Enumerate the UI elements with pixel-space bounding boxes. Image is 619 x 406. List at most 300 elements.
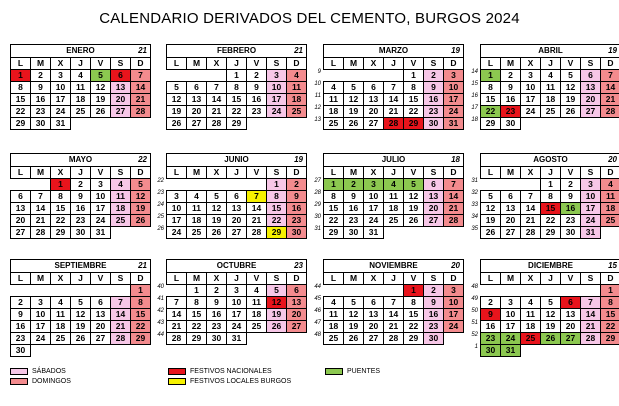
day-cell: 17 bbox=[50, 93, 71, 106]
day-cell: 7 bbox=[580, 296, 601, 309]
day-cell: 9 bbox=[286, 190, 307, 203]
day-cell: 14 bbox=[206, 93, 227, 106]
day-cell: 25 bbox=[540, 105, 561, 118]
day-cell: 27 bbox=[90, 332, 111, 345]
day-cell: 11 bbox=[383, 190, 404, 203]
day-cell: 6 bbox=[363, 81, 384, 94]
day-cell: 18 bbox=[323, 105, 344, 118]
day-cell: 6 bbox=[423, 178, 444, 191]
day-cell: 18 bbox=[186, 214, 207, 227]
day-cell: 17 bbox=[443, 308, 464, 321]
day-cell: 24 bbox=[363, 214, 384, 227]
week-number: 11 bbox=[314, 93, 321, 99]
weekday-header: D bbox=[130, 272, 151, 285]
day-cell: 24 bbox=[226, 320, 247, 333]
day-cell: 5 bbox=[480, 190, 501, 203]
week-number: 26 bbox=[157, 226, 164, 232]
day-cell: 14 bbox=[383, 93, 404, 106]
day-cell: 14 bbox=[443, 190, 464, 203]
day-cell: 12 bbox=[130, 190, 151, 203]
weekday-header: X bbox=[206, 272, 227, 285]
day-cell: 5 bbox=[560, 69, 581, 82]
weekday-header: M bbox=[30, 57, 51, 70]
day-cell: 27 bbox=[500, 226, 521, 239]
day-cell: 30 bbox=[343, 226, 364, 239]
day-cell: 9 bbox=[10, 308, 31, 321]
day-cell: 17 bbox=[226, 308, 247, 321]
week-number: 15 bbox=[471, 81, 478, 87]
weekday-header: L bbox=[480, 57, 501, 70]
day-grid bbox=[323, 166, 464, 238]
day-grid bbox=[166, 57, 307, 129]
weekday-header: J bbox=[70, 272, 91, 285]
day-cell: 20 bbox=[363, 320, 384, 333]
day-cell: 18 bbox=[70, 93, 91, 106]
day-cell: 14 bbox=[600, 81, 619, 94]
month-header bbox=[166, 259, 307, 272]
day-cell: 21 bbox=[520, 214, 541, 227]
day-cell: 15 bbox=[50, 202, 71, 215]
day-cell: 9 bbox=[246, 81, 267, 94]
week-number: 32 bbox=[471, 190, 478, 196]
day-cell: 10 bbox=[90, 190, 111, 203]
weekday-header: D bbox=[443, 166, 464, 179]
day-cell: 25 bbox=[600, 214, 619, 227]
day-cell: 28 bbox=[246, 226, 267, 239]
week-number: 25 bbox=[157, 214, 164, 220]
working-days-count: 21 bbox=[138, 46, 147, 55]
weekday-header: L bbox=[166, 57, 187, 70]
day-grid bbox=[480, 166, 619, 238]
legend-puentes-swatch bbox=[325, 368, 343, 375]
week-number: 51 bbox=[471, 320, 478, 326]
day-cell: 22 bbox=[226, 105, 247, 118]
day-cell: 8 bbox=[266, 190, 287, 203]
day-cell: 15 bbox=[226, 93, 247, 106]
day-cell: 25 bbox=[246, 320, 267, 333]
day-cell: 4 bbox=[286, 69, 307, 82]
day-cell: 5 bbox=[343, 296, 364, 309]
day-cell: 19 bbox=[266, 308, 287, 321]
week-number: 17 bbox=[471, 105, 478, 111]
day-cell: 20 bbox=[10, 214, 31, 227]
day-cell: 11 bbox=[246, 296, 267, 309]
day-cell: 6 bbox=[500, 190, 521, 203]
month-header bbox=[323, 153, 464, 166]
week-number: 1 bbox=[474, 344, 478, 350]
week-number: 23 bbox=[157, 190, 164, 196]
month-header bbox=[323, 44, 464, 57]
day-cell: 16 bbox=[480, 320, 501, 333]
day-cell: 19 bbox=[403, 202, 424, 215]
day-cell: 12 bbox=[480, 202, 501, 215]
month-header bbox=[480, 259, 619, 272]
weekday-header: D bbox=[600, 57, 619, 70]
weekday-header: M bbox=[500, 57, 521, 70]
day-cell: 26 bbox=[130, 214, 151, 227]
day-cell: 24 bbox=[50, 105, 71, 118]
day-cell: 8 bbox=[480, 81, 501, 94]
day-cell: 12 bbox=[343, 308, 364, 321]
day-grid bbox=[10, 272, 151, 356]
week-number: 22 bbox=[157, 178, 164, 184]
day-cell: 4 bbox=[50, 296, 71, 309]
weekday-header: J bbox=[540, 57, 561, 70]
weekday-header: V bbox=[246, 57, 267, 70]
day-cell: 19 bbox=[343, 320, 364, 333]
day-cell: 3 bbox=[50, 69, 71, 82]
day-cell: 16 bbox=[423, 93, 444, 106]
day-cell: 17 bbox=[30, 320, 51, 333]
day-cell: 11 bbox=[323, 93, 344, 106]
day-cell: 27 bbox=[560, 332, 581, 345]
day-grid bbox=[166, 272, 307, 344]
day-cell: 7 bbox=[383, 296, 404, 309]
day-cell: 16 bbox=[423, 308, 444, 321]
working-days-count: 20 bbox=[608, 155, 617, 164]
day-cell: 20 bbox=[560, 320, 581, 333]
weekday-header: S bbox=[266, 272, 287, 285]
day-cell: 25 bbox=[323, 117, 344, 130]
day-cell: 14 bbox=[110, 308, 131, 321]
month-name: NOVIEMBRE bbox=[369, 261, 418, 270]
day-cell: 13 bbox=[560, 308, 581, 321]
weekday-header: J bbox=[226, 57, 247, 70]
day-cell: 2 bbox=[206, 284, 227, 297]
day-cell: 16 bbox=[343, 202, 364, 215]
day-cell: 13 bbox=[186, 93, 207, 106]
day-cell: 21 bbox=[30, 214, 51, 227]
working-days-count: 19 bbox=[451, 46, 460, 55]
month-diciembre bbox=[471, 259, 619, 356]
day-cell: 17 bbox=[520, 93, 541, 106]
weekday-header: L bbox=[323, 57, 344, 70]
weekday-header: X bbox=[50, 166, 71, 179]
day-cell: 5 bbox=[206, 190, 227, 203]
day-cell: 14 bbox=[580, 308, 601, 321]
weekday-header: S bbox=[423, 57, 444, 70]
day-cell: 12 bbox=[540, 308, 561, 321]
day-cell: 7 bbox=[130, 69, 151, 82]
day-cell: 4 bbox=[540, 69, 561, 82]
day-cell: 31 bbox=[363, 226, 384, 239]
legend-sabados-swatch bbox=[10, 368, 28, 375]
day-cell: 30 bbox=[206, 332, 227, 345]
day-cell: 13 bbox=[423, 190, 444, 203]
day-cell: 7 bbox=[443, 178, 464, 191]
working-days-count: 20 bbox=[451, 261, 460, 270]
week-number: 47 bbox=[314, 320, 321, 326]
day-cell: 2 bbox=[500, 69, 521, 82]
weekday-header: M bbox=[30, 272, 51, 285]
weekday-header: L bbox=[10, 166, 31, 179]
day-cell: 12 bbox=[90, 81, 111, 94]
day-cell: 27 bbox=[286, 320, 307, 333]
day-cell: 4 bbox=[186, 190, 207, 203]
day-cell: 15 bbox=[600, 308, 619, 321]
day-cell: 3 bbox=[443, 69, 464, 82]
weekday-header: V bbox=[90, 57, 111, 70]
day-cell: 26 bbox=[166, 117, 187, 130]
day-cell: 17 bbox=[580, 202, 601, 215]
month-name: ENERO bbox=[66, 46, 95, 55]
weekday-header: M bbox=[186, 57, 207, 70]
day-cell: 5 bbox=[70, 296, 91, 309]
week-number: 29 bbox=[314, 202, 321, 208]
day-cell: 16 bbox=[206, 308, 227, 321]
day-cell: 25 bbox=[383, 214, 404, 227]
day-cell: 20 bbox=[226, 214, 247, 227]
day-cell: 25 bbox=[286, 105, 307, 118]
day-cell: 27 bbox=[110, 105, 131, 118]
day-cell: 24 bbox=[500, 332, 521, 345]
weekday-header: D bbox=[286, 57, 307, 70]
day-cell: 16 bbox=[560, 202, 581, 215]
day-cell: 4 bbox=[383, 178, 404, 191]
weekday-header: V bbox=[403, 57, 424, 70]
day-cell: 1 bbox=[266, 178, 287, 191]
day-cell: 31 bbox=[500, 344, 521, 357]
day-cell: 30 bbox=[423, 332, 444, 345]
weekday-header: S bbox=[580, 57, 601, 70]
day-cell: 5 bbox=[130, 178, 151, 191]
weekday-header: L bbox=[323, 166, 344, 179]
day-cell: 30 bbox=[423, 117, 444, 130]
day-cell: 8 bbox=[50, 190, 71, 203]
day-cell: 23 bbox=[206, 320, 227, 333]
day-cell: 9 bbox=[480, 308, 501, 321]
weekday-header: X bbox=[363, 166, 384, 179]
day-cell: 20 bbox=[580, 93, 601, 106]
day-cell: 29 bbox=[266, 226, 287, 239]
day-cell: 9 bbox=[70, 190, 91, 203]
weekday-header: D bbox=[286, 272, 307, 285]
weekday-header: S bbox=[423, 166, 444, 179]
day-cell: 12 bbox=[403, 190, 424, 203]
day-cell: 31 bbox=[50, 117, 71, 130]
day-cell: 24 bbox=[443, 105, 464, 118]
day-cell: 21 bbox=[383, 320, 404, 333]
weekday-header: X bbox=[206, 57, 227, 70]
month-name: FEBRERO bbox=[216, 46, 257, 55]
day-cell: 15 bbox=[130, 308, 151, 321]
day-cell: 7 bbox=[110, 296, 131, 309]
weekday-header: D bbox=[600, 166, 619, 179]
day-cell: 20 bbox=[363, 105, 384, 118]
day-cell: 5 bbox=[90, 69, 111, 82]
weekday-header: V bbox=[560, 166, 581, 179]
day-cell: 10 bbox=[580, 190, 601, 203]
week-number: 42 bbox=[157, 308, 164, 314]
day-grid bbox=[10, 57, 151, 129]
day-cell: 7 bbox=[383, 81, 404, 94]
week-number: 12 bbox=[314, 105, 321, 111]
month-header bbox=[10, 44, 151, 57]
day-cell: 2 bbox=[480, 296, 501, 309]
day-cell: 16 bbox=[10, 320, 31, 333]
month-name: OCTUBRE bbox=[216, 261, 257, 270]
day-cell: 9 bbox=[500, 81, 521, 94]
month-header bbox=[480, 153, 619, 166]
day-cell: 11 bbox=[286, 81, 307, 94]
day-cell: 5 bbox=[166, 81, 187, 94]
day-cell: 11 bbox=[50, 308, 71, 321]
week-number: 33 bbox=[471, 202, 478, 208]
month-mayo bbox=[10, 153, 151, 238]
day-cell: 30 bbox=[500, 117, 521, 130]
day-cell: 26 bbox=[480, 226, 501, 239]
day-cell: 2 bbox=[286, 178, 307, 191]
day-cell: 20 bbox=[90, 320, 111, 333]
day-cell: 11 bbox=[110, 190, 131, 203]
week-number: 41 bbox=[157, 296, 164, 302]
day-cell: 8 bbox=[403, 81, 424, 94]
day-cell: 21 bbox=[580, 320, 601, 333]
day-cell: 28 bbox=[30, 226, 51, 239]
day-cell: 27 bbox=[580, 105, 601, 118]
weekday-header: L bbox=[10, 57, 31, 70]
week-number: 49 bbox=[471, 296, 478, 302]
day-cell: 29 bbox=[480, 117, 501, 130]
day-cell: 5 bbox=[540, 296, 561, 309]
month-header bbox=[10, 153, 151, 166]
working-days-count: 21 bbox=[138, 261, 147, 270]
day-cell: 28 bbox=[443, 214, 464, 227]
day-cell: 9 bbox=[206, 296, 227, 309]
month-header bbox=[323, 259, 464, 272]
day-cell: 22 bbox=[130, 320, 151, 333]
month-julio bbox=[314, 153, 464, 238]
day-cell: 11 bbox=[600, 190, 619, 203]
weekday-header: S bbox=[110, 272, 131, 285]
week-number: 45 bbox=[314, 296, 321, 302]
day-cell: 19 bbox=[206, 214, 227, 227]
day-cell: 13 bbox=[363, 308, 384, 321]
weekday-header: J bbox=[70, 57, 91, 70]
day-cell: 24 bbox=[520, 105, 541, 118]
legend-domingos-swatch bbox=[10, 378, 28, 385]
day-cell: 22 bbox=[403, 105, 424, 118]
weekday-header: X bbox=[363, 272, 384, 285]
weekday-header: X bbox=[50, 272, 71, 285]
day-cell: 7 bbox=[166, 296, 187, 309]
day-cell: 1 bbox=[403, 69, 424, 82]
day-cell: 10 bbox=[443, 296, 464, 309]
month-name: MAYO bbox=[68, 155, 93, 164]
legend-nacionales-swatch bbox=[168, 368, 186, 375]
day-cell: 26 bbox=[266, 320, 287, 333]
day-cell: 18 bbox=[520, 320, 541, 333]
day-cell: 6 bbox=[560, 296, 581, 309]
month-name: SEPTIEMBRE bbox=[54, 261, 107, 270]
day-cell: 9 bbox=[30, 81, 51, 94]
day-cell: 12 bbox=[266, 296, 287, 309]
day-cell: 19 bbox=[480, 214, 501, 227]
day-cell: 6 bbox=[110, 69, 131, 82]
day-cell: 13 bbox=[90, 308, 111, 321]
day-cell: 23 bbox=[343, 214, 364, 227]
day-cell: 19 bbox=[343, 105, 364, 118]
day-cell: 31 bbox=[580, 226, 601, 239]
day-cell: 2 bbox=[343, 178, 364, 191]
weekday-header: L bbox=[480, 272, 501, 285]
weekday-header: X bbox=[206, 166, 227, 179]
day-cell: 19 bbox=[70, 320, 91, 333]
legend-locales-label: FESTIVOS LOCALES BURGOS bbox=[190, 378, 292, 385]
day-cell: 31 bbox=[226, 332, 247, 345]
week-number: 50 bbox=[471, 308, 478, 314]
day-cell: 4 bbox=[323, 296, 344, 309]
day-cell: 13 bbox=[10, 202, 31, 215]
month-octubre bbox=[157, 259, 307, 344]
day-cell: 26 bbox=[70, 332, 91, 345]
day-cell: 20 bbox=[500, 214, 521, 227]
month-header bbox=[480, 44, 619, 57]
weekday-header: X bbox=[520, 272, 541, 285]
day-cell: 8 bbox=[130, 296, 151, 309]
day-cell: 14 bbox=[130, 81, 151, 94]
day-grid bbox=[323, 57, 464, 129]
day-cell: 25 bbox=[323, 332, 344, 345]
weekday-header: D bbox=[600, 272, 619, 285]
day-cell: 15 bbox=[480, 93, 501, 106]
weekday-header: X bbox=[520, 57, 541, 70]
day-cell: 2 bbox=[246, 69, 267, 82]
day-cell: 1 bbox=[50, 178, 71, 191]
day-cell: 6 bbox=[186, 81, 207, 94]
day-cell: 19 bbox=[130, 202, 151, 215]
weekday-header: S bbox=[266, 57, 287, 70]
day-cell: 28 bbox=[166, 332, 187, 345]
day-cell: 8 bbox=[403, 296, 424, 309]
weekday-header: V bbox=[403, 166, 424, 179]
week-number: 28 bbox=[314, 190, 321, 196]
day-cell: 13 bbox=[500, 202, 521, 215]
day-cell: 18 bbox=[50, 320, 71, 333]
day-cell: 6 bbox=[90, 296, 111, 309]
day-cell: 27 bbox=[10, 226, 31, 239]
day-cell: 1 bbox=[10, 69, 31, 82]
day-cell: 17 bbox=[166, 214, 187, 227]
weekday-header: J bbox=[383, 166, 404, 179]
week-number: 16 bbox=[471, 93, 478, 99]
day-cell: 28 bbox=[110, 332, 131, 345]
day-cell: 11 bbox=[70, 81, 91, 94]
day-cell: 26 bbox=[540, 332, 561, 345]
week-number: 48 bbox=[314, 332, 321, 338]
day-cell: 11 bbox=[186, 202, 207, 215]
day-cell: 16 bbox=[500, 93, 521, 106]
weekday-header: M bbox=[500, 166, 521, 179]
weekday-header: V bbox=[403, 272, 424, 285]
day-cell: 10 bbox=[50, 81, 71, 94]
day-cell: 14 bbox=[520, 202, 541, 215]
day-cell: 22 bbox=[186, 320, 207, 333]
weekday-header: S bbox=[423, 272, 444, 285]
day-cell: 4 bbox=[70, 69, 91, 82]
weekday-header: D bbox=[130, 57, 151, 70]
weekday-header: M bbox=[186, 272, 207, 285]
day-cell: 6 bbox=[580, 69, 601, 82]
day-cell: 17 bbox=[363, 202, 384, 215]
day-cell: 13 bbox=[363, 93, 384, 106]
day-cell: 26 bbox=[343, 332, 364, 345]
day-cell: 22 bbox=[480, 105, 501, 118]
working-days-count: 19 bbox=[608, 46, 617, 55]
day-cell: 17 bbox=[266, 93, 287, 106]
weekday-header: L bbox=[10, 272, 31, 285]
day-cell: 14 bbox=[383, 308, 404, 321]
